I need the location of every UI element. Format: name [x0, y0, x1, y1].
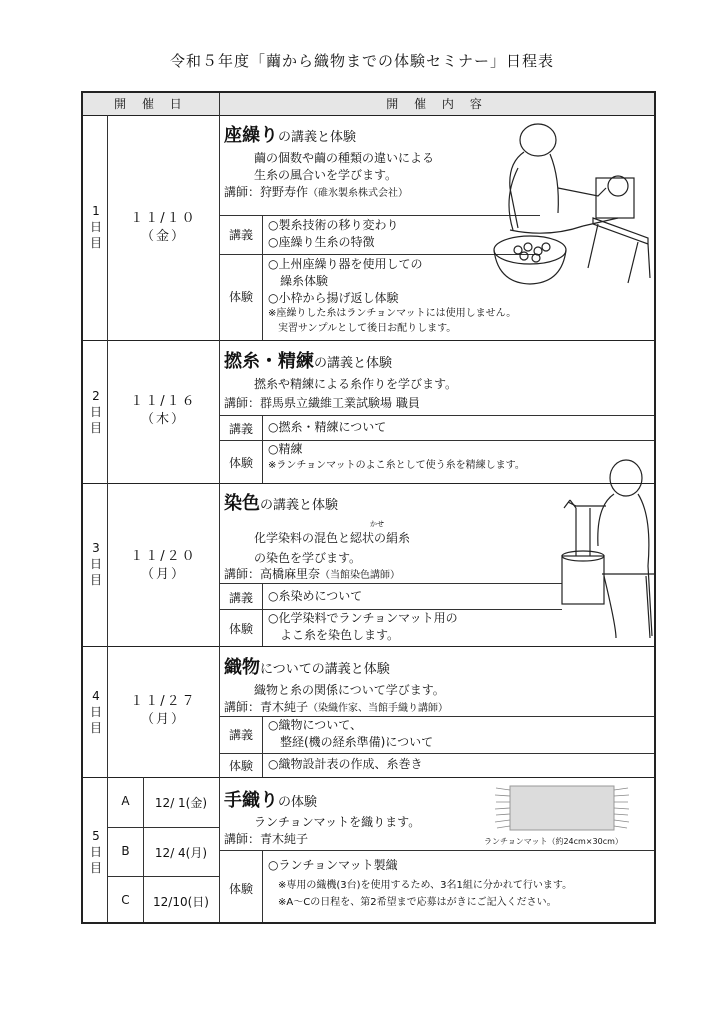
day5-exp-note: ※専用の織機(3台)を使用するため、3名1組に分かれて行います。 ※A～Cの日程を、第2希望まで応募はがきにご記入ください。: [278, 880, 573, 908]
day1-lecture-items: ○製糸技術の移り変わり ○座繰り生糸の特徴: [268, 218, 399, 249]
day1-lecturer: 講師：狩野寿作（碓氷製糸株式会社）: [224, 185, 409, 199]
day5-date-a: 12/ 1(金): [154, 796, 208, 810]
day1-exp-note: ※座繰りした糸はランチョンマットには使用しません。 実習サンプルとして後日お配りします。: [268, 308, 517, 334]
day1-heading: 座繰りの講義と体験: [224, 125, 357, 146]
day3-lecturer: 講師：高橋麻里奈（当館染色講師）: [224, 567, 401, 581]
day2-exp-label: 体験: [228, 456, 253, 470]
day1-date: １１/１０ （金）: [130, 211, 197, 244]
day3-date: １１/２０ （月）: [130, 549, 197, 582]
day2-exp-note: ※ランチョンマットのよこ糸として使う糸を精練します。: [268, 460, 525, 471]
day4-lecture-label: 講義: [228, 728, 253, 742]
day1-label: 1 日 目: [89, 204, 102, 250]
day4-date: １１/２７ （月）: [130, 694, 197, 727]
day3-desc: 化学染料の混色と綛状の絹糸 の染色を学びます。: [254, 531, 411, 565]
reeling-illustration: [488, 118, 654, 290]
day3-heading: 染色の講義と体験: [224, 493, 339, 514]
header-content: 開 催 内 容: [220, 93, 654, 115]
day2-lecturer: 講師：群馬県立繊維工業試験場 職員: [224, 396, 420, 410]
day4-lecturer: 講師：青木純子（染織作家、当館手織り講師）: [224, 700, 449, 714]
day5-date-b: 12/ 4(月): [154, 846, 208, 860]
day5-label: 5 日 目: [89, 829, 102, 875]
day4-exp-items: ○織物設計表の作成、糸巻き: [268, 757, 423, 771]
day4-label: 4 日 目: [89, 689, 102, 735]
day5-group-a: A: [121, 794, 130, 808]
day4-heading: 織物についての講義と体験: [224, 657, 390, 678]
day5-heading: 手織りの体験: [224, 790, 318, 811]
day1-desc: 繭の個数や繭の種類の違いによる 生糸の風合いを学びます。: [254, 151, 435, 182]
day4-lecture-items: ○織物について、 整経(機の経糸準備)について: [268, 718, 434, 749]
mat-illustration: [492, 782, 632, 834]
day2-date: １１/１６ （木）: [130, 394, 197, 427]
day2-lecture-items: ○撚糸・精練について: [268, 420, 387, 434]
day5-group-c: C: [121, 893, 130, 907]
day4-desc: 織物と糸の関係について学びます。: [254, 683, 445, 697]
header-date: 開 催 日: [83, 93, 219, 115]
day3-lecture-label: 講義: [228, 591, 253, 605]
day3-exp-items: ○化学染料でランチョンマット用の よこ糸を染色します。: [268, 611, 458, 642]
day5-desc: ランチョンマットを織ります。: [254, 815, 421, 829]
day2-exp-items: ○精練: [268, 442, 303, 456]
day2-label: 2 日 目: [89, 389, 102, 435]
day1-exp-label: 体験: [228, 290, 253, 304]
day1-exp-items: ○上州座繰り器を使用しての 繰糸体験 ○小枠から揚げ返し体験: [268, 257, 423, 305]
day2-desc: 撚糸や精練による糸作りを学びます。: [254, 377, 458, 391]
day2-lecture-label: 講義: [228, 422, 253, 436]
day5-exp-label: 体験: [228, 882, 253, 896]
day5-lecturer: 講師：青木純子: [224, 832, 309, 846]
dyeing-illustration: [556, 456, 656, 642]
day3-label: 3 日 目: [89, 541, 102, 587]
day2-heading: 撚糸・精練の講義と体験: [224, 351, 393, 372]
day5-date-c: 12/10(日): [153, 895, 209, 909]
page-title: 令和５年度「繭から織物までの体験セミナー」日程表: [169, 52, 554, 70]
day5-group-b: B: [121, 844, 130, 858]
day3-exp-label: 体験: [228, 622, 253, 636]
day1-lecture-label: 講義: [228, 228, 253, 242]
mat-caption: ランチョンマット（約24cm×30cm）: [484, 837, 623, 846]
day5-exp-items: ○ランチョンマット製織: [268, 858, 398, 872]
day3-ruby: かせ: [370, 520, 384, 528]
day4-exp-label: 体験: [228, 759, 253, 773]
day3-lecture-items: ○糸染めについて: [268, 589, 363, 603]
